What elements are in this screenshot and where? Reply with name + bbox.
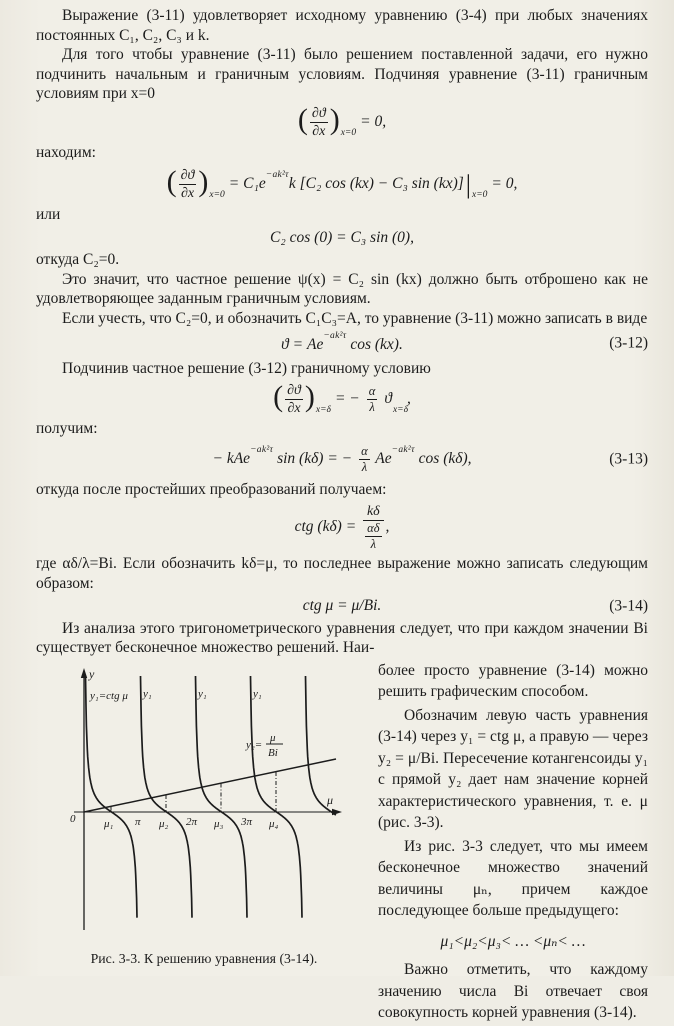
frac-num: ∂ϑ: [287, 383, 301, 399]
text-otkuda: откуда C₂=0.: [36, 251, 120, 268]
frac-num: α: [368, 384, 376, 399]
equation-part: ϑ = Ae: [281, 336, 324, 354]
branch-label: y₁: [253, 687, 262, 700]
figure-3-3-plot: [36, 660, 372, 942]
frac-num: ∂ϑ: [311, 105, 326, 121]
tick-2pi: 2π: [186, 815, 198, 828]
figure-caption: Рис. 3-3. К решению уравнения (3-14).: [90, 951, 318, 967]
equation-number: (3-13): [609, 450, 648, 468]
branch-label: y₁: [198, 687, 207, 700]
exponent: −ak²τ: [250, 444, 274, 455]
frac-num: ∂ϑ: [180, 168, 195, 183]
comma: ,: [385, 518, 390, 536]
equation-part: ctg (kδ) =: [294, 518, 357, 536]
cotangent-branch: [86, 676, 138, 918]
equation-part: Ae: [371, 449, 392, 467]
equation-cos-sin: [36, 228, 648, 248]
right-paren: ): [198, 165, 209, 199]
tick-pi: π: [135, 815, 141, 828]
y-axis-label: y: [89, 666, 95, 681]
equation-part: k [C₂ cos (kx) − C₃ sin (kx)]: [288, 175, 464, 193]
frac-num: kδ: [363, 504, 383, 521]
right-paren: ): [329, 102, 340, 136]
equation-derivative-full: [36, 165, 648, 201]
paragraph-8a: Из анализа этого тригонометрического уравнения следует, что при каждом значении Bi существует бесконечное множество решений. Наи-: [36, 619, 648, 657]
paragraph-3: Это значит, что частное решение ψ(x) = C₂ sin (kx) должно быть отброшено как не удовлетворяющее заданным граничным условиям.: [36, 270, 648, 307]
paragraph-1: Выражение (3-11) удовлетворяет исходному уравнению (3-4) при любых значениях постоянных C₁, C₂, C₃ и k.: [36, 7, 648, 44]
equation-part: cos (kδ),: [414, 449, 472, 467]
exponent: −ak²τ: [391, 444, 415, 455]
equation-part: = 0,: [491, 175, 518, 193]
paragraph-posle: откуда после простейших преобразований получаем:: [36, 480, 387, 498]
two-column-section: [36, 660, 648, 1026]
origin-label: 0: [70, 812, 76, 825]
x-axis-label: μ: [327, 792, 334, 807]
tick-mu1: μ₁: [104, 817, 114, 830]
frac-den: ∂x: [312, 123, 326, 139]
exponent: −ak²τ: [323, 331, 347, 341]
branch-label: y₁: [143, 687, 152, 700]
text-column: [372, 660, 648, 1026]
right-col-paragraph-2: Обозначим левую часть уравнения (3-14) через y₁ = ctg μ, а правую — через y₂ = μ/Bi. Пересечение котангенсоиды y₁ с прямой y₂ дает нам значение корней характеристического уравнения, т. е. μ (рис. 3-3).: [378, 706, 648, 832]
equation-3-13: [36, 445, 648, 474]
eval-subscript: x=0: [472, 190, 488, 201]
right-col-paragraph-1: более просто уравнение (3-14) можно решить графическим способом.: [378, 661, 648, 701]
tick-mu2: μ₂: [159, 817, 169, 830]
left-paren: (: [273, 380, 284, 414]
left-paren: (: [166, 165, 177, 199]
paragraph-2: Для того чтобы уравнение (3-11) было решением поставленной задачи, его нужно подчинить начальным и граничным условиям. Подчиняя уравнение (3-11) граничным условиям при x=0: [36, 46, 648, 102]
line-y2-label-den: Bi: [268, 746, 278, 759]
eval-subscript: x=0: [340, 127, 357, 138]
exponent: −ak²τ: [265, 169, 289, 180]
theta-symbol: ϑ: [384, 390, 392, 408]
equation-number: (3-12): [609, 334, 648, 352]
equation-part: cos (kx).: [346, 336, 403, 354]
frac-den: λ: [361, 459, 368, 474]
frac-den: ∂x: [287, 401, 301, 417]
equation-number: (3-14): [609, 597, 648, 615]
equation-part: sin (kδ) = −: [273, 449, 353, 467]
equation-part: = −: [334, 390, 360, 408]
equation-text: ctg μ = μ/Bi.: [302, 597, 382, 615]
line-y2-label-num: μ: [270, 731, 276, 744]
tick-mu3: μ₃: [214, 817, 224, 830]
equation-3-14: [36, 596, 648, 616]
comma: ,: [406, 390, 411, 408]
frac-den: λ: [370, 537, 377, 552]
line-y2: [84, 759, 336, 812]
equation-rhs: = 0,: [360, 112, 387, 130]
paragraph-4: Если учесть, что C₂=0, и обозначить C₁C₃=A, то уравнение (3-11) можно записать в виде: [62, 309, 648, 327]
equation-text: C₂ cos (0) = C₃ sin (0),: [270, 228, 414, 246]
eval-subscript: x=0: [209, 190, 225, 201]
eval-subscript: x=δ: [392, 405, 408, 416]
paragraph-gde: где αδ/λ=Bi. Если обозначить kδ=μ, то последнее выражение можно записать следующим образом:: [36, 555, 648, 592]
equation-part: = C₁e: [228, 175, 266, 193]
paragraph-podchiniv: Подчинив частное решение (3-12) граничному условию: [62, 359, 431, 377]
cotangent-branch: [196, 676, 248, 918]
equation-boundary-xdelta: [36, 380, 648, 417]
text-ili: или: [36, 206, 61, 223]
left-paren: (: [297, 102, 308, 136]
evaluation-bar: |: [465, 170, 472, 200]
eval-subscript: x=δ: [315, 405, 331, 416]
tick-mu4: μ₄: [269, 817, 279, 830]
equation-boundary-x0: [36, 102, 648, 139]
frac-num: αδ: [367, 521, 380, 536]
frac-den: λ: [369, 400, 375, 415]
frac-den: ∂x: [180, 186, 195, 201]
equation-part: − kAe: [212, 449, 251, 467]
curve1-label: y₁=ctg μ: [90, 689, 128, 702]
right-col-paragraph-4: Важно отметить, что каждому значению числа Bi отвечает своя совокупность корней уравнения (3-14).: [378, 961, 648, 1022]
text-nahodim: находим:: [36, 143, 96, 161]
equation-ctg-kdelta: [36, 504, 648, 551]
text-poluchim: получим:: [36, 420, 98, 438]
frac-num: α: [361, 443, 368, 458]
right-col-paragraph-3: Из рис. 3-3 следует, что мы имеем бесконечное множество значений величины μₙ, причем каждое последующее больше предыдущего:: [378, 837, 648, 920]
figure-column: [36, 660, 372, 1026]
line-y2-label-pre: y₂=: [246, 738, 263, 751]
tick-3pi: 3π: [241, 815, 253, 828]
right-paren: ): [304, 380, 315, 414]
equation-3-12: [36, 332, 648, 355]
mu-inequality-chain: μ₁<μ₂<μ₃< … <μₙ< …: [440, 932, 586, 950]
